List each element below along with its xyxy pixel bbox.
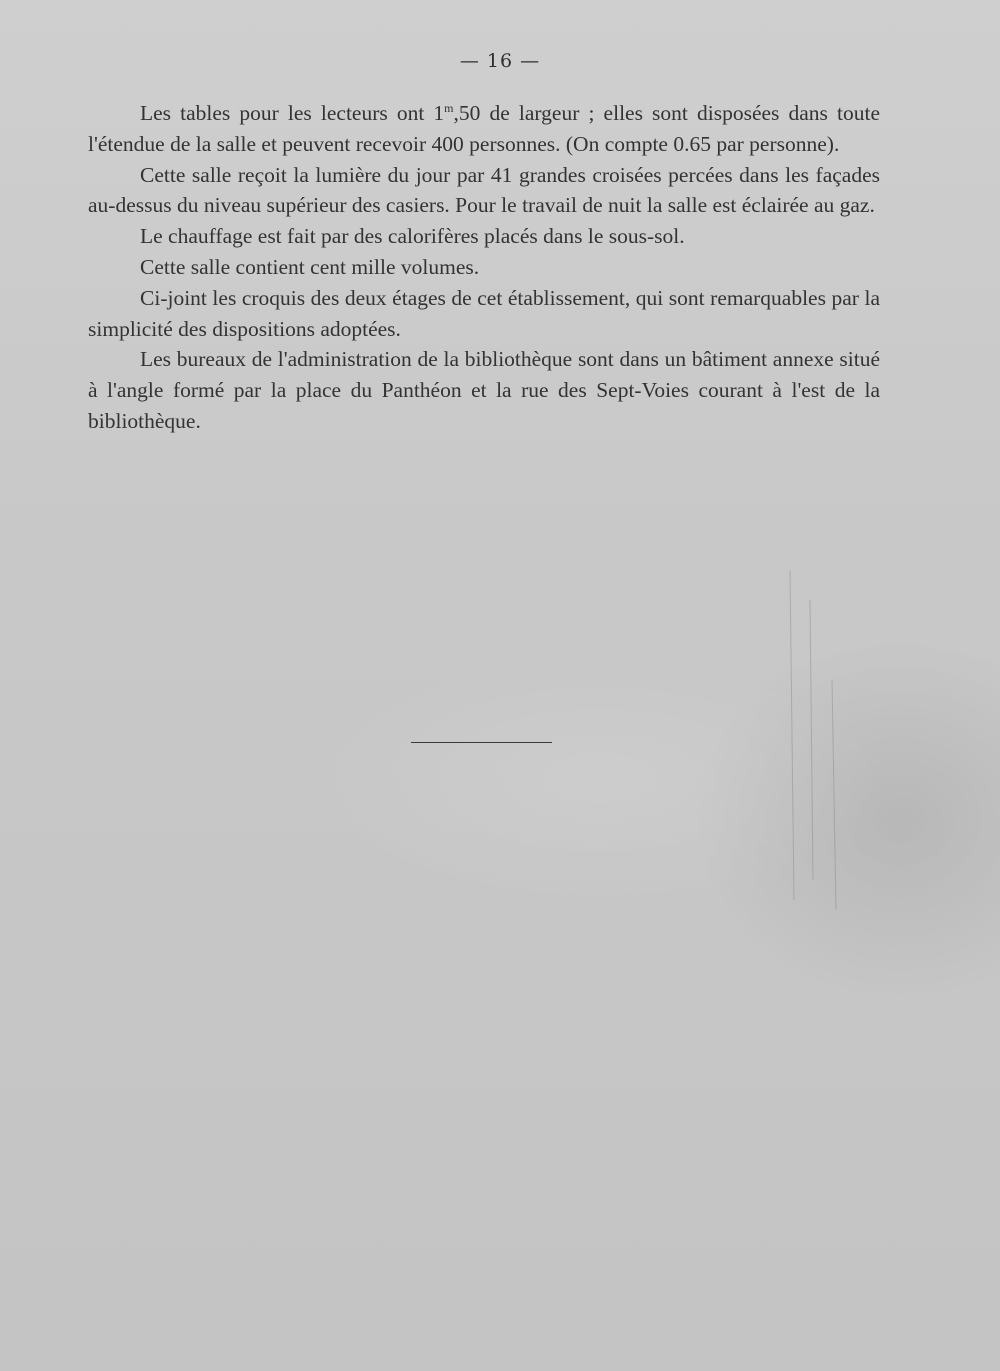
paragraph-text: ,50 de largeur ; elles sont disposées dans toute l'étendue de la salle et peuvent recevoir 400 personnes. (On compte 0.65 par personne). bbox=[88, 101, 880, 156]
show-through-texture bbox=[780, 560, 870, 920]
paragraph-reading-tables bbox=[88, 98, 880, 160]
paragraph-offices: Les bureaux de l'administration de la bibliothèque sont dans un bâtiment annexe situé à l'angle formé par la place du Panthéon et la rue des Sept-Voies courant à l'est de la bibliothèque. bbox=[88, 347, 880, 433]
page-number: — 16 — bbox=[459, 50, 541, 72]
body-text bbox=[88, 98, 880, 437]
end-rule bbox=[411, 742, 552, 743]
paragraph-text: Les tables pour les lecteurs ont 1 bbox=[140, 101, 445, 125]
paragraph-lighting: Cette salle reçoit la lumière du jour par 41 grandes croisées percées dans les façades au-dessus du niveau supérieur des casiers. Pour le travail de nuit la salle est éclairée au gaz. bbox=[88, 162, 880, 218]
superscript-unit: m bbox=[444, 101, 454, 115]
paragraph-volumes: Cette salle contient cent mille volumes. bbox=[140, 254, 480, 279]
paragraph-sketches: Ci-joint les croquis des deux étages de cet établissement, qui sont remarquables par la simplicité des dispositions adoptées. bbox=[88, 285, 880, 341]
paragraph-heating: Le chauffage est fait par des calorifères placés dans le sous-sol. bbox=[140, 224, 685, 249]
